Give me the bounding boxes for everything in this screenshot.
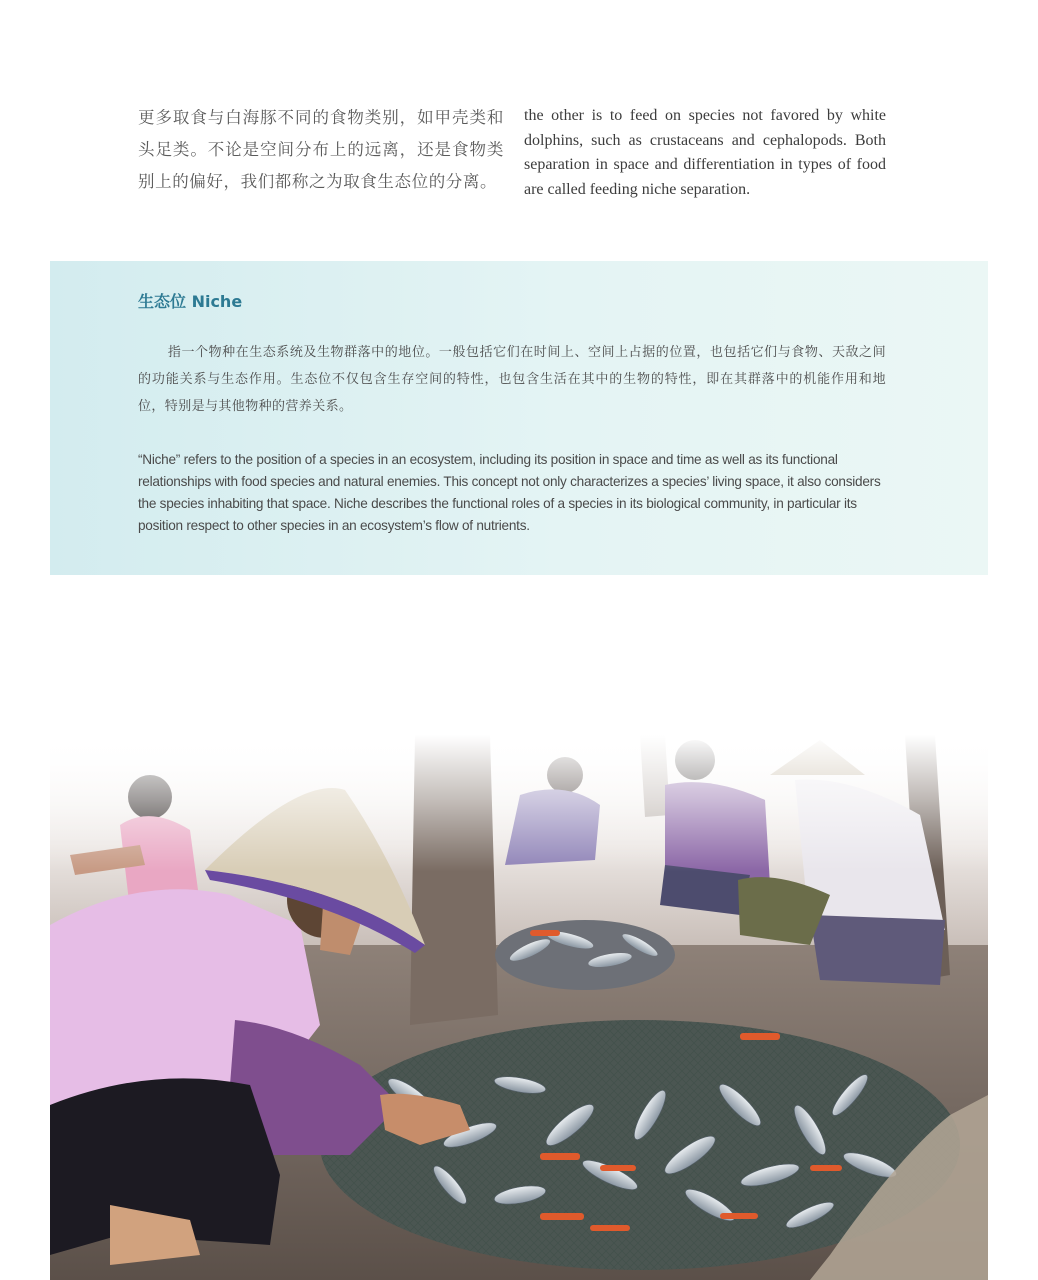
intro-text-english: the other is to feed on species not favored by white dolphins, such as crustaceans and cephalopods. Both separation in space and differentiation in types of food are called feeding niche separation.: [524, 107, 886, 198]
niche-definition-english: “Niche” refers to the position of a species in an ecosystem, including its position in space and time as well as its functional relationships with food species and natural enemies. This concept not only characterizes a species’ living space, it also considers the species inhabiting that space. Niche describes the functional roles of a species in its biological community, in particular its position respect to other species in an ecosystem’s flow of nutrients.: [138, 452, 881, 533]
niche-definition-chinese: 指一个物种在生态系统及生物群落中的地位。一般包括它们在时间上、空间上占据的位置，也包括它们与食物、天敌之间的功能关系与生态作用。生态位不仅包含生存空间的特性，也包含生活在其中的生物的特性，即在其群落中的机能作用和地位，特别是与其他物种的营养关系。: [138, 345, 886, 414]
intro-text-chinese: 更多取食与白海豚不同的食物类别，如甲壳类和头足类。不论是空间分布上的远离，还是食物类别上的偏好，我们都称之为取食生态位的分离。: [138, 108, 504, 191]
fishing-photo: [50, 735, 988, 1280]
niche-sidebar-box: [50, 261, 988, 575]
niche-title: 生态位 Niche: [138, 292, 243, 311]
fishing-photo-illustration: [50, 735, 988, 1280]
